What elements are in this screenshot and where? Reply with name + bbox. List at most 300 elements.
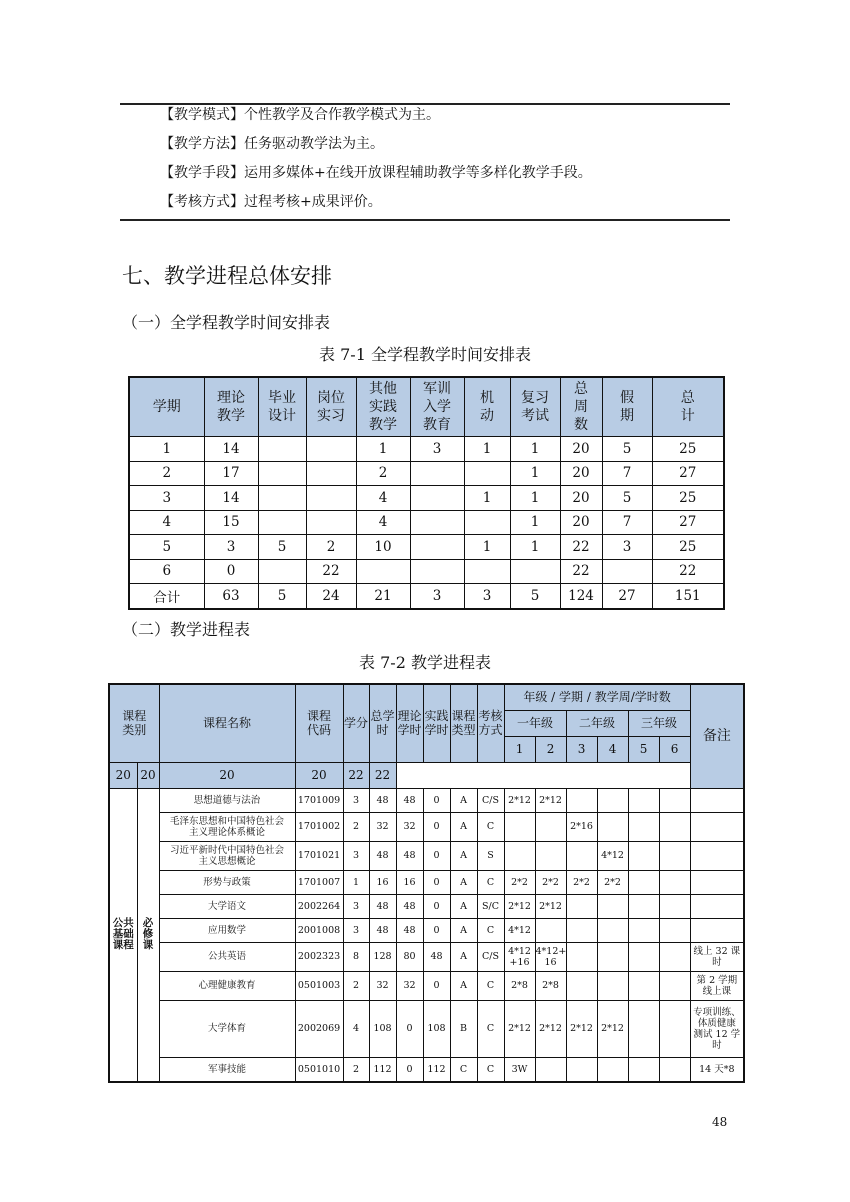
course-name: 军事技能 bbox=[159, 1057, 295, 1082]
table-row bbox=[109, 1057, 744, 1082]
remark: 专项训练、 体质健康 测试 12 学 时 bbox=[690, 1000, 744, 1057]
grade-header: 三年级 bbox=[628, 710, 690, 736]
assessment: C bbox=[477, 918, 504, 942]
practice-hours: 0 bbox=[423, 971, 450, 1000]
header-remark: 备注 bbox=[690, 684, 744, 788]
table-cell: 2 bbox=[129, 461, 204, 486]
table-row bbox=[109, 870, 744, 894]
header-course-name: 课程名称 bbox=[159, 684, 295, 762]
course-type: A bbox=[450, 812, 477, 841]
total-hours: 32 bbox=[369, 812, 396, 841]
semester-hours bbox=[659, 1057, 690, 1082]
semester-header: 1 bbox=[504, 736, 535, 762]
assessment: C bbox=[477, 1057, 504, 1082]
table-cell: 20 bbox=[560, 437, 602, 462]
table-cell: 4 bbox=[356, 486, 410, 511]
table-cell: 22 bbox=[560, 535, 602, 560]
schedule-table bbox=[128, 376, 725, 610]
semester-hours bbox=[566, 894, 597, 918]
semester-hours bbox=[597, 1057, 628, 1082]
semester-hours bbox=[628, 841, 659, 870]
semester-hours bbox=[628, 894, 659, 918]
total-hours: 48 bbox=[369, 841, 396, 870]
credit: 1 bbox=[343, 870, 369, 894]
semester-hours: 2*12 bbox=[504, 1000, 535, 1057]
table-cell: 1 bbox=[510, 437, 560, 462]
semester-hours bbox=[659, 942, 690, 971]
semester-hours bbox=[566, 971, 597, 1000]
course-code: 2002323 bbox=[295, 942, 343, 971]
table-7-1-caption: 表 7-1 全学程教学时间安排表 bbox=[319, 345, 531, 364]
practice-hours: 48 bbox=[423, 942, 450, 971]
table-cell: 20 bbox=[560, 486, 602, 511]
practice-hours: 0 bbox=[423, 894, 450, 918]
table-cell: 0 bbox=[204, 559, 258, 584]
table-cell: 25 bbox=[652, 535, 724, 560]
semester-hours bbox=[659, 870, 690, 894]
table-cell: 1 bbox=[356, 437, 410, 462]
semester-header: 5 bbox=[628, 736, 659, 762]
assessment: C bbox=[477, 1000, 504, 1057]
assessment: S/C bbox=[477, 894, 504, 918]
practice-hours: 0 bbox=[423, 788, 450, 812]
table-cell: 7 bbox=[602, 461, 652, 486]
course-code: 1701007 bbox=[295, 870, 343, 894]
semester-hours bbox=[597, 918, 628, 942]
table-cell bbox=[510, 559, 560, 584]
theory-hours: 32 bbox=[396, 812, 423, 841]
table-row bbox=[109, 788, 744, 812]
header-course-code: 课程 代码 bbox=[295, 684, 343, 762]
semester-hours bbox=[566, 918, 597, 942]
practice-hours: 0 bbox=[423, 918, 450, 942]
course-category: 公共 基础 课程 bbox=[109, 788, 137, 1082]
method-text: 个性教学及合作教学模式为主。 bbox=[244, 107, 440, 123]
assessment: C bbox=[477, 812, 504, 841]
course-name: 毛泽东思想和中国特色社会 主义理论体系概论 bbox=[159, 812, 295, 841]
remark: 14 天*8 bbox=[690, 1057, 744, 1082]
method-key: 【教学模式】 bbox=[160, 107, 244, 123]
course-name: 思想道德与法治 bbox=[159, 788, 295, 812]
course-code: 2002264 bbox=[295, 894, 343, 918]
semester-hours bbox=[628, 870, 659, 894]
course-code: 1701021 bbox=[295, 841, 343, 870]
remark: 第 2 学期 线上课 bbox=[690, 971, 744, 1000]
theory-hours: 48 bbox=[396, 841, 423, 870]
table-cell: 1 bbox=[464, 437, 510, 462]
semester-hours bbox=[659, 1000, 690, 1057]
table-cell: 1 bbox=[510, 461, 560, 486]
semester-hours bbox=[659, 788, 690, 812]
course-name: 形势与政策 bbox=[159, 870, 295, 894]
table-row bbox=[129, 584, 724, 609]
course-code: 0501003 bbox=[295, 971, 343, 1000]
semester-hours bbox=[597, 971, 628, 1000]
total-hours: 108 bbox=[369, 1000, 396, 1057]
table-cell bbox=[258, 437, 306, 462]
method-key: 【教学手段】 bbox=[160, 165, 244, 181]
table-cell: 27 bbox=[652, 510, 724, 535]
table-cell: 25 bbox=[652, 486, 724, 511]
method-line bbox=[160, 104, 440, 124]
course-name: 大学体育 bbox=[159, 1000, 295, 1057]
weeks-header: 20 bbox=[109, 762, 137, 788]
practice-hours: 108 bbox=[423, 1000, 450, 1057]
semester-hours: 4*12 bbox=[597, 841, 628, 870]
table-cell bbox=[464, 559, 510, 584]
semester-hours bbox=[628, 1057, 659, 1082]
table-cell: 1 bbox=[464, 486, 510, 511]
course-code: 1701002 bbox=[295, 812, 343, 841]
semester-hours bbox=[659, 841, 690, 870]
method-text: 任务驱动教学法为主。 bbox=[244, 136, 384, 152]
column-header: 岗位 实习 bbox=[306, 377, 356, 437]
table-cell: 3 bbox=[602, 535, 652, 560]
semester-hours bbox=[628, 812, 659, 841]
semester-hours: 2*8 bbox=[504, 971, 535, 1000]
total-hours: 128 bbox=[369, 942, 396, 971]
table-cell: 3 bbox=[129, 486, 204, 511]
table-cell: 5 bbox=[258, 584, 306, 609]
table-cell: 24 bbox=[306, 584, 356, 609]
column-header: 其他 实践 教学 bbox=[356, 377, 410, 437]
table-cell bbox=[410, 461, 464, 486]
theory-hours: 48 bbox=[396, 894, 423, 918]
semester-hours bbox=[504, 812, 535, 841]
table-cell bbox=[464, 510, 510, 535]
table-cell: 27 bbox=[652, 461, 724, 486]
column-header: 复习 考试 bbox=[510, 377, 560, 437]
header-theory-hours: 理论 学时 bbox=[396, 684, 423, 762]
weeks-header: 22 bbox=[343, 762, 369, 788]
table-row bbox=[129, 486, 724, 511]
table-cell: 3 bbox=[410, 584, 464, 609]
header-total-hours: 总学 时 bbox=[369, 684, 396, 762]
table-cell bbox=[410, 510, 464, 535]
header-practice-hours: 实践 学时 bbox=[423, 684, 450, 762]
table-cell: 7 bbox=[602, 510, 652, 535]
method-line bbox=[160, 133, 384, 153]
practice-hours: 0 bbox=[423, 870, 450, 894]
semester-hours: 2*12 bbox=[597, 1000, 628, 1057]
course-type: A bbox=[450, 918, 477, 942]
table-cell: 5 bbox=[602, 486, 652, 511]
semester-header: 6 bbox=[659, 736, 690, 762]
theory-hours: 0 bbox=[396, 1000, 423, 1057]
total-hours: 48 bbox=[369, 918, 396, 942]
table-cell bbox=[306, 510, 356, 535]
weeks-header: 20 bbox=[137, 762, 159, 788]
table-cell: 3 bbox=[410, 437, 464, 462]
table-row bbox=[109, 918, 744, 942]
section-title: 七、教学进程总体安排 bbox=[122, 264, 332, 288]
semester-hours bbox=[535, 841, 566, 870]
method-line bbox=[160, 162, 592, 182]
table-cell: 21 bbox=[356, 584, 410, 609]
column-header: 假 期 bbox=[602, 377, 652, 437]
semester-hours bbox=[628, 788, 659, 812]
semester-hours bbox=[659, 812, 690, 841]
theory-hours: 32 bbox=[396, 971, 423, 1000]
semester-hours bbox=[566, 942, 597, 971]
remark bbox=[690, 841, 744, 870]
course-name: 应用数学 bbox=[159, 918, 295, 942]
table-row bbox=[109, 812, 744, 841]
table-cell: 5 bbox=[258, 535, 306, 560]
total-hours: 112 bbox=[369, 1057, 396, 1082]
course-name: 心理健康教育 bbox=[159, 971, 295, 1000]
table-row bbox=[129, 510, 724, 535]
table-cell bbox=[306, 486, 356, 511]
assessment: C bbox=[477, 971, 504, 1000]
table-row bbox=[129, 461, 724, 486]
semester-hours: 2*12 bbox=[504, 894, 535, 918]
teaching-progress-table bbox=[108, 683, 745, 1083]
course-subcategory: 必 修 课 bbox=[137, 788, 159, 1082]
semester-header: 2 bbox=[535, 736, 566, 762]
course-code: 1701009 bbox=[295, 788, 343, 812]
table-7-2-caption: 表 7-2 教学进程表 bbox=[359, 653, 491, 672]
table-cell: 4 bbox=[356, 510, 410, 535]
assessment: C bbox=[477, 870, 504, 894]
semester-hours bbox=[628, 971, 659, 1000]
course-code: 2002069 bbox=[295, 1000, 343, 1057]
total-hours: 16 bbox=[369, 870, 396, 894]
table-cell: 124 bbox=[560, 584, 602, 609]
table-cell bbox=[356, 559, 410, 584]
table-cell: 22 bbox=[652, 559, 724, 584]
semester-hours: 2*2 bbox=[566, 870, 597, 894]
semester-hours bbox=[628, 1000, 659, 1057]
table-cell: 20 bbox=[560, 461, 602, 486]
table-cell: 1 bbox=[510, 510, 560, 535]
semester-hours: 2*12 bbox=[504, 788, 535, 812]
table-cell: 25 bbox=[652, 437, 724, 462]
semester-header: 3 bbox=[566, 736, 597, 762]
table-cell: 20 bbox=[560, 510, 602, 535]
semester-hours bbox=[659, 971, 690, 1000]
table-cell bbox=[258, 486, 306, 511]
semester-hours bbox=[566, 1057, 597, 1082]
table-cell: 2 bbox=[306, 535, 356, 560]
column-header: 学期 bbox=[129, 377, 204, 437]
credit: 2 bbox=[343, 971, 369, 1000]
table-cell bbox=[258, 510, 306, 535]
method-key: 【教学方法】 bbox=[160, 136, 244, 152]
table-cell bbox=[258, 461, 306, 486]
credit: 2 bbox=[343, 812, 369, 841]
table-row bbox=[109, 971, 744, 1000]
theory-hours: 0 bbox=[396, 1057, 423, 1082]
assessment: C/S bbox=[477, 942, 504, 971]
subsection-title-1: （一）全学程教学时间安排表 bbox=[122, 313, 331, 332]
course-type: C bbox=[450, 1057, 477, 1082]
table-row bbox=[109, 841, 744, 870]
remark bbox=[690, 788, 744, 812]
table-cell: 5 bbox=[510, 584, 560, 609]
table-cell: 10 bbox=[356, 535, 410, 560]
table-cell bbox=[258, 559, 306, 584]
table-cell: 4 bbox=[129, 510, 204, 535]
header-grade-group: 年级 / 学期 / 教学周/学时数 bbox=[504, 684, 690, 710]
semester-hours bbox=[535, 812, 566, 841]
semester-hours: 2*12 bbox=[535, 1000, 566, 1057]
course-code: 0501010 bbox=[295, 1057, 343, 1082]
table-cell: 5 bbox=[129, 535, 204, 560]
table-cell bbox=[464, 461, 510, 486]
table-cell: 1 bbox=[464, 535, 510, 560]
credit: 8 bbox=[343, 942, 369, 971]
method-text: 过程考核+成果评价。 bbox=[244, 194, 382, 210]
weeks-header: 20 bbox=[295, 762, 343, 788]
semester-hours bbox=[597, 894, 628, 918]
table-cell bbox=[306, 437, 356, 462]
table-row bbox=[109, 894, 744, 918]
column-header: 机 动 bbox=[464, 377, 510, 437]
semester-header: 4 bbox=[597, 736, 628, 762]
semester-hours: 2*12 bbox=[566, 1000, 597, 1057]
semester-hours bbox=[535, 918, 566, 942]
remark: 线上 32 课 时 bbox=[690, 942, 744, 971]
course-type: A bbox=[450, 788, 477, 812]
table-row bbox=[109, 942, 744, 971]
theory-hours: 16 bbox=[396, 870, 423, 894]
table-cell: 14 bbox=[204, 486, 258, 511]
column-header: 总 计 bbox=[652, 377, 724, 437]
weeks-header: 20 bbox=[159, 762, 295, 788]
semester-hours: 2*2 bbox=[597, 870, 628, 894]
table-cell: 27 bbox=[602, 584, 652, 609]
semester-hours bbox=[659, 918, 690, 942]
course-name: 公共英语 bbox=[159, 942, 295, 971]
table-cell bbox=[306, 461, 356, 486]
course-type: A bbox=[450, 841, 477, 870]
semester-hours bbox=[628, 918, 659, 942]
practice-hours: 112 bbox=[423, 1057, 450, 1082]
table-cell: 17 bbox=[204, 461, 258, 486]
method-line bbox=[160, 191, 382, 211]
credit: 3 bbox=[343, 894, 369, 918]
semester-hours bbox=[659, 894, 690, 918]
credit: 3 bbox=[343, 841, 369, 870]
semester-hours bbox=[504, 841, 535, 870]
header-course-category: 课程 类别 bbox=[109, 684, 159, 762]
course-type: A bbox=[450, 894, 477, 918]
semester-hours: 3W bbox=[504, 1057, 535, 1082]
credit: 3 bbox=[343, 918, 369, 942]
table-cell: 3 bbox=[204, 535, 258, 560]
semester-hours: 4*12 +16 bbox=[504, 942, 535, 971]
grade-header: 一年级 bbox=[504, 710, 566, 736]
course-type: A bbox=[450, 870, 477, 894]
course-name: 大学语文 bbox=[159, 894, 295, 918]
table-cell: 1 bbox=[129, 437, 204, 462]
semester-hours bbox=[597, 812, 628, 841]
table-cell: 151 bbox=[652, 584, 724, 609]
column-header: 毕业 设计 bbox=[258, 377, 306, 437]
table-cell: 6 bbox=[129, 559, 204, 584]
semester-hours: 2*16 bbox=[566, 812, 597, 841]
table-cell: 5 bbox=[602, 437, 652, 462]
semester-hours: 2*2 bbox=[504, 870, 535, 894]
credit: 3 bbox=[343, 788, 369, 812]
semester-hours: 2*12 bbox=[535, 788, 566, 812]
column-header: 理论 教学 bbox=[204, 377, 258, 437]
table-cell: 合计 bbox=[129, 584, 204, 609]
theory-hours: 80 bbox=[396, 942, 423, 971]
assessment: S bbox=[477, 841, 504, 870]
credit: 4 bbox=[343, 1000, 369, 1057]
table-row bbox=[129, 535, 724, 560]
assessment: C/S bbox=[477, 788, 504, 812]
grade-header: 二年级 bbox=[566, 710, 628, 736]
table-row bbox=[109, 1000, 744, 1057]
method-text: 运用多媒体+在线开放课程辅助教学等多样化教学手段。 bbox=[244, 165, 592, 181]
method-key: 【考核方式】 bbox=[160, 194, 244, 210]
course-type: B bbox=[450, 1000, 477, 1057]
total-hours: 48 bbox=[369, 894, 396, 918]
header-assessment: 考核 方式 bbox=[477, 684, 504, 762]
course-code: 2001008 bbox=[295, 918, 343, 942]
bottom-rule bbox=[120, 219, 730, 221]
page-number: 48 bbox=[712, 1115, 728, 1129]
remark bbox=[690, 918, 744, 942]
table-cell: 2 bbox=[356, 461, 410, 486]
course-type: A bbox=[450, 942, 477, 971]
theory-hours: 48 bbox=[396, 788, 423, 812]
table-cell: 22 bbox=[306, 559, 356, 584]
column-header: 总 周 数 bbox=[560, 377, 602, 437]
header-course-type: 课程 类型 bbox=[450, 684, 477, 762]
table-cell: 1 bbox=[510, 486, 560, 511]
semester-hours bbox=[535, 1057, 566, 1082]
table-row bbox=[129, 559, 724, 584]
theory-hours: 48 bbox=[396, 918, 423, 942]
semester-hours: 4*12 bbox=[504, 918, 535, 942]
column-header: 军训 入学 教育 bbox=[410, 377, 464, 437]
remark bbox=[690, 894, 744, 918]
semester-hours bbox=[597, 942, 628, 971]
table-cell: 63 bbox=[204, 584, 258, 609]
total-hours: 48 bbox=[369, 788, 396, 812]
table-cell: 15 bbox=[204, 510, 258, 535]
semester-hours bbox=[597, 788, 628, 812]
course-type: A bbox=[450, 971, 477, 1000]
semester-hours: 2*2 bbox=[535, 870, 566, 894]
practice-hours: 0 bbox=[423, 841, 450, 870]
table-cell: 1 bbox=[510, 535, 560, 560]
weeks-header: 22 bbox=[369, 762, 396, 788]
subsection-title-2: （二）教学进程表 bbox=[122, 620, 251, 639]
semester-hours: 2*8 bbox=[535, 971, 566, 1000]
table-row bbox=[129, 437, 724, 462]
remark bbox=[690, 870, 744, 894]
semester-hours bbox=[566, 841, 597, 870]
header-credit: 学分 bbox=[343, 684, 369, 762]
table-cell bbox=[410, 559, 464, 584]
table-cell: 14 bbox=[204, 437, 258, 462]
remark bbox=[690, 812, 744, 841]
table-cell: 22 bbox=[560, 559, 602, 584]
semester-hours bbox=[628, 942, 659, 971]
total-hours: 32 bbox=[369, 971, 396, 1000]
credit: 2 bbox=[343, 1057, 369, 1082]
table-cell bbox=[602, 559, 652, 584]
semester-hours bbox=[566, 788, 597, 812]
semester-hours: 4*12+ 16 bbox=[535, 942, 566, 971]
course-name: 习近平新时代中国特色社会 主义思想概论 bbox=[159, 841, 295, 870]
table-cell bbox=[410, 486, 464, 511]
